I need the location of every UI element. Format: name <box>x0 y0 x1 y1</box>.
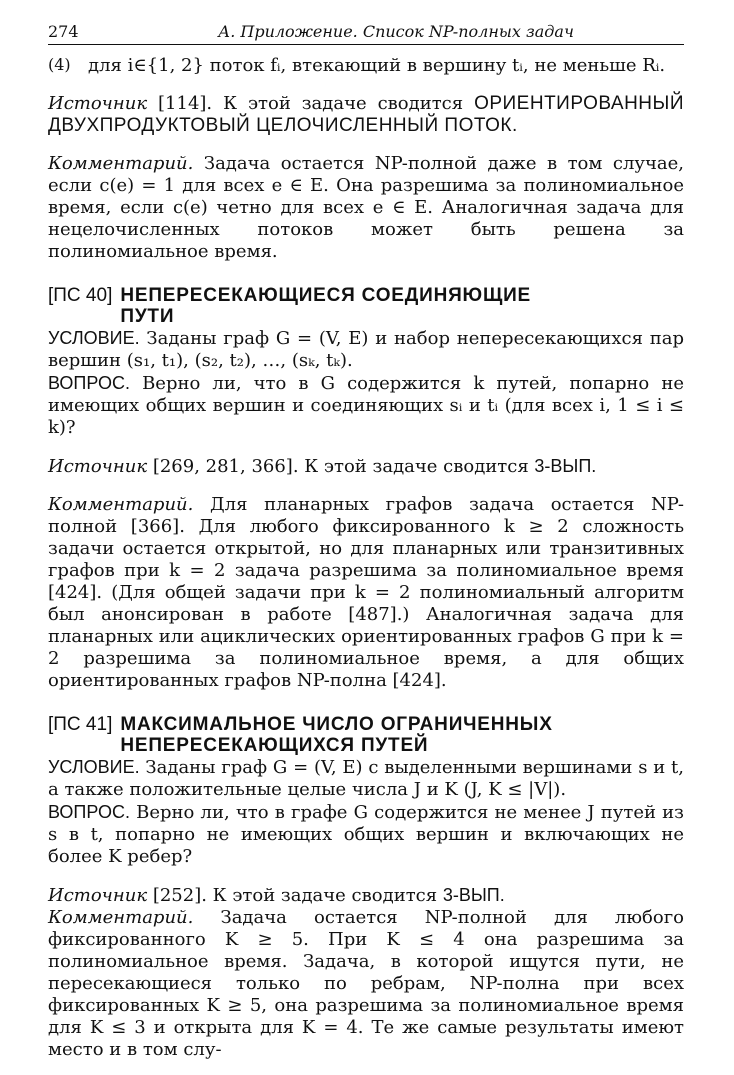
running-title: А. Приложение. Список NP-полных задач <box>218 22 574 41</box>
page-header <box>48 22 684 45</box>
document-page <box>48 22 684 1061</box>
continued-list-item <box>48 55 684 77</box>
problem-heading-ps40 <box>48 285 684 327</box>
problem-title: НЕПЕРЕСЕКАЮЩИЕСЯ СОЕДИНЯЮЩИЕ ПУТИ <box>120 285 532 327</box>
question-paragraph <box>48 801 684 868</box>
list-item-number: (4) <box>48 55 71 74</box>
question-paragraph <box>48 372 684 439</box>
source-label: Источник <box>48 93 148 114</box>
question-label: ВОПРОС. <box>48 373 130 393</box>
condition-label: УСЛОВИЕ. <box>48 757 140 777</box>
source-paragraph <box>48 884 684 907</box>
question-text: Верно ли, что в графе G содержится не менее J путей из s в t, попарно не имеющих общих вершин и включающих не более K ребер? <box>48 802 684 867</box>
condition-text: Заданы граф G = (V, E) с выделенными вершинами s и t, а также положительные целые числа J и K (J, K ≤ |V|). <box>48 757 684 800</box>
problem-title: МАКСИМАЛЬНОЕ ЧИСЛО ОГРАНИЧЕННЫХ НЕПЕРЕСЕКАЮЩИХСЯ ПУТЕЙ <box>120 714 553 756</box>
source-text: [252]. К этой задаче сводится <box>152 885 438 906</box>
source-problem: 3-ВЫП. <box>442 885 505 905</box>
question-label: ВОПРОС. <box>48 802 130 822</box>
question-text: Верно ли, что в G содержится k путей, попарно не имеющих общих вершин и соединяющих sᵢ и tᵢ (для всех i, 1 ≤ i ≤ k)? <box>48 373 684 438</box>
page-number: 274 <box>48 22 79 41</box>
source-problem: 3-ВЫП. <box>534 456 597 476</box>
condition-paragraph <box>48 756 684 801</box>
comment-label: Комментарий. <box>48 907 194 928</box>
list-item-text: для i∈{1, 2} поток fᵢ, втекающий в вершину tᵢ, не меньше Rᵢ. <box>88 55 666 76</box>
problem-heading-ps41 <box>48 714 684 756</box>
comment-text: Задача остается NP-полной для любого фиксированного K ≥ 5. При K ≤ 4 она разрешима за полиномиальное время. Задача, в которой ищутся пути, не пересекающиеся только по ребрам, NP-полна при всех фиксированных K ≥ 5, она разрешима за полиномиальное время для K ≤ 3 и открыта для K = 4. Те же самые результаты имеют место и в том слу- <box>48 907 684 1060</box>
comment-paragraph <box>48 907 684 1061</box>
problem-code: [ПС 40] <box>48 285 113 306</box>
comment-paragraph <box>48 153 684 263</box>
source-label: Источник <box>48 885 148 906</box>
comment-text: Для планарных графов задача остается NP-полной [366]. Для любого фиксированного k ≥ 2 сложность задачи остается открытой, но для планарных или транзитивных графов при k = 2 задача разрешима за полиномиальное время [424]. (Для общей задачи при k = 2 полиномиальный алгоритм был анонсирован в работе [487].) Аналогичная задача для планарных или ациклических ориентированных графов G при k = 2 разрешима за полиномиальное время, а для общих ориентированных графов NP-полна [424]. <box>48 494 684 691</box>
condition-label: УСЛОВИЕ. <box>48 328 140 348</box>
condition-text: Заданы граф G = (V, E) и набор непересекающихся пар вершин (s₁, t₁), (s₂, t₂), …, (sₖ, tₖ). <box>48 328 684 371</box>
source-paragraph <box>48 455 684 478</box>
source-text: [114]. К этой задаче сводится <box>158 93 464 114</box>
source-label: Источник <box>48 456 148 477</box>
source-problem: ОРИЕНТИРОВАННЫЙ ДВУХПРОДУКТОВЫЙ ЦЕЛОЧИСЛЕННЫЙ ПОТОК. <box>48 93 684 136</box>
source-text: [269, 281, 366]. К этой задаче сводится <box>152 456 529 477</box>
comment-text: Задача остается NP-полной даже в том случае, если c(e) = 1 для всех e ∈ E. Она разрешима за полиномиальное время, если c(e) четно для всех e ∈ E. Аналогичная задача для нецелочисленных потоков может быть решена за полиномиальное время. <box>48 153 684 262</box>
comment-paragraph <box>48 494 684 692</box>
comment-label: Комментарий. <box>48 494 194 515</box>
comment-label: Комментарий. <box>48 153 194 174</box>
problem-code: [ПС 41] <box>48 714 113 735</box>
source-paragraph <box>48 93 684 137</box>
condition-paragraph <box>48 327 684 372</box>
